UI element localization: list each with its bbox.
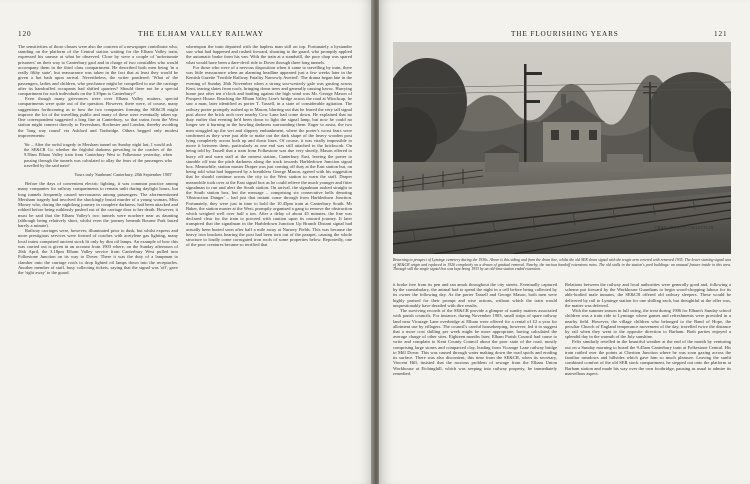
running-head: THE ELHAM VALLEY RAILWAY bbox=[138, 30, 264, 38]
text-column-2 bbox=[565, 282, 731, 472]
paragraph: it broke free from its pen and ran amok throughout the city streets. Eventually captured by the constabulary, the animal had to spend the night in a cell before being collected by its owner the following day. As the porter Tassell and George Mason, both men were highly praised for their prompt and wise actions, without which the train would unquestionably have derailed with dire results. bbox=[393, 282, 557, 308]
quote-signature: Yours truly 'Sunbeam' Canterbury, 28th September 1905' bbox=[74, 172, 172, 178]
block-quote: 'Sir – After the awful tragedy in Mersham tunnel on Sunday night last, I would ask the SE&CR Co. whether the frightful darkness prevailing in the coaches of the 9.58am Elham Valley train from Canterbury West to Folkestone yesterday, when passing through the tunnels was calculated to allay the fears of the passengers who travelled by the said train? bbox=[24, 141, 172, 168]
paragraph: whereupon the train departed with the hapless man still on top. Fortunately a bystander saw what had happened and rushed forward, shouting to the guard, who promptly applied the automatic brake from his van. With the train at a standstill, the poor chap was spared what would have been a dare-devil ride to Dover through three long tunnels. bbox=[186, 44, 352, 65]
text-column-2 bbox=[186, 44, 352, 469]
page-number: 121 bbox=[714, 30, 728, 38]
paragraph: Railway carriages were, however, illuminated prior to dusk, but whilst express and more prestigious services were formed of coaches with acetylene gas lighting, many local trains comprised ancient stock lit only by dim oil lamps. An example of how this was carried out is given in an account from 1903 where, on the Sunday afternoon of 26th April, the 3.18pm Elham Valley service from Canterbury West pulled into Folkestone Junction on its way to Dover. There it was the duty of a lampman to clamber onto the carriage roofs to drop lighted oil lamps down into the receptacles. Another member of staff, busy collecting tickets, saying that the signal was 'off', gave the 'right away' to the guard. bbox=[18, 228, 178, 275]
paragraph: The sensitivities of those classes were also the concern of a newspaper contributor who, standing on the platform of the Central station waiting for the Elham Valley train, expressed his unease at what he observed. Close by were a couple of 'unfortunate prisoners' on their way to Canterbury gaol and in charge of two constables who would accompany them in the third class compartment. He described both men being 'in a really filthy state', but reassurance was taken in the fact that at least they would be given a hot bath upon arrival. Nevertheless, the writer pondered: 'What of the passengers, ladies and children, who perchance might be compelled to use the carriage after its handcuffed occupants had shifted quarters? Should there not be a special compartment for such individuals on the 3.39pm to Canterbury?' bbox=[18, 44, 178, 96]
right-page bbox=[379, 0, 750, 484]
text-column-1 bbox=[18, 44, 178, 469]
photograph-image bbox=[393, 42, 731, 254]
paragraph: Even though many grievances were over Elham Valley matters, special compartments were quite out of the question. However, there were, of course, many suggestions forthcoming as to how the two companies forming the SE&CR might improve the lot of the travelling public and many of these were eventually taken up. One correspondent suggested a long line at Canterbury, so that trains from the West station might connect directly to Faversham, Rochester and London, thereby avoiding the 'long way round' via Ashford and Tonbridge. Others begged only modest improvements: bbox=[18, 96, 178, 138]
running-head: THE FLOURISHING YEARS bbox=[511, 30, 619, 38]
paragraph: For those who were of a nervous disposition when it came to travelling by train, there was little reassurance when an alarming headline appeared just a few weeks later in the Kentish Gazette 'Terrible Railway Fatality Narrowly Averted'. The drama began late in the evening of Sunday 26th November when a strong sou-westerly gale was gusting across Kent, tearing slates from roofs, bringing down trees and generally causing havoc. Hurrying home just after ten o'clock and battling against the high wind was Mr. George Mason of Prospect House. Reaching the Elham Valley Line's bridge across the road at Winchcap, he saw a man, later identified as porter T. Tassell, in a state of considerable agitation. The railway porter promptly rushed up to Mason, blurting out that he feared the very tall signal post above the brick arch over nearby Cow Lane had come down. He explained that no duty earlier that evening he'd been down to light the signal lamp, but now he could no longer see it burning in the howling darkness surrounding them. Eager to assist, the two men struggled up the wet and slippery embankment, where the porter's worst fears were confirmed as they were just able to make out the dark shape of the heavy wooden post lying completely across both up and down lines. Of course, it was vitally impossible to move it between them, particularly as one end was still attached to the brickwork. On being told by Tassell that a train from Folkestone was due very shortly, Mason offered to hurry off and warn staff at the nearest station, Canterbury East, leaving the porter to stumble off into the pitch darkness along the track towards Harbledown Junction signal box. Meanwhile, station master Draper was just coming off duty at the East station but, on being told what had happened by a breathless George Mason, agreed with his suggestion that he should continue across the city to the West station to warn the staff. Draper meanwhile took over at the East signal box as he could relieve the much younger and fitter signalman to run and alert the South station. On arrival, the signalman rushed straight to the South station box, but the message – comprising six consecutive bells denoting 'Obstruction Danger' – had just that instant come through from Harbledown Junction. Fortunately, they were just in time to hold the 10.45pm train at Canterbury South. Mr Baker, the station master at the West, promptly organised a gang to remove the obstruction which weighed well over half a ton. After a delay of about 45 minutes, the line was declared clear for the train to proceed with caution upon its onward journey. It later transpired that the signalman in the Harbledown Junction Up Branch Distant signal had actually been buried soon after half a mile away at Nursery Fields. This was because the heavy iron brackets bearing the post had been torn out of the parapet, causing the whole structure to loudly come corrugated iron roofs of some properties below. Reportedly, one of the poor creatures became so terrified that bbox=[186, 64, 352, 248]
paragraph: With the summer season in full swing, the treat during 1906 for Elham's Sunday school children was a train ride to Lyminge where games and refreshments were provided in a nearby field. However, the village children who belonged to the Band of Hope, the peculiar Church of England temperance movement of the day, travelled twice the distance by rail when they went to the opposite direction to Barham. Both parties enjoyed a splendid day in the warmth of the July sunshine. bbox=[565, 308, 731, 340]
left-page bbox=[0, 0, 373, 484]
paragraph: The surviving records of the SE&CR provide a glimpse of sundry matters associated with parish councils. For instance, during November 1903, small strips of spare railway land near Vicarage Lane overbridge at Elham were offered for a rental of £2 a year for allotment use by villagers. The council's careful housekeeping, however, led it to suggest that a more cost shilling per week might be more appropriate, having calculated the average charge of other sites. Eighteen months later, Elham Parish Council had cause to write and complain to Kent County Council about the poor state of the road, mostly comprising large stones and compacted clay, leading from Vicarage Lane railway bridge to Mill Down. This was caused through water making down the road spoils and eroding its surface. There was also discontent, this time from the SE&CR, when its secretary, Vincent Hill, insisted that the noxious problem of sewage from the Elham Union Workhouse at Etchinghill, which was seeping into railway property, be immediately remedied. bbox=[393, 308, 557, 376]
paragraph: Relations between the railway and local authorities were generally good and, following a scheme put forward by the Workhouse Guardians to begin wood-chopping labour for its able-bodied male inmates, the SE&CR offered old railway sleepers. These would be delivered by rail to Lyminge station for one shilling each, but thoughtful at the offer was, the matter was deferred. bbox=[565, 282, 731, 308]
paragraph: Before the days of convenient electric lighting, it was common practice among many companies for railway compartments to remain unlit during daylight hours, but long tunnels frequently caused nervousness among passengers. The aforementioned Mersham tragedy had involved the shockingly brutal murder of a young woman, Miss Money who, during the nightlong journey in complete darkness, had been attacked and robbed before being ruthlessly pushed out of the carriage door to her death. However, it must be said that the Elham Valley's two tunnels were nowhere near as daunting (although being relatively short, whilst even the journey beneath Bourne Park lasted barely a minute). bbox=[18, 181, 178, 228]
page-number: 120 bbox=[18, 30, 32, 38]
paragraph: Felix similarly revelled in the beautiful weather at the end of the month by venturing out on a Sunday morning to board the 9.45am Canterbury train at Folkestone Central. His train rattled over the points at Cheriton Junction where he was soon gazing across the familiar meadows and hillsides which gave him so much pleasure. Leaving the sunlit combined comfort of the old SER stock compartment, he stepped out onto the platform at Barham station and made his way over the own footbridge, pausing as usual to admire its marvellous aspect. bbox=[565, 339, 731, 376]
station-photograph bbox=[393, 42, 731, 254]
photo-caption: Returning to prospect of Lyminge cemetery during the 1930s. Above is this siding and from the down line, whilst the old SER down signal with the tragic arm covered with removed 1935. The lower starting signal was of SE&CR origin and replaced in 1926 completely on a drawn of gradual removal. Nearby, the various handoff extensions ruins. The old stalls in the station's yard buildings: an unusual feature inside in this area. Through still the single signal box was kept being 1933 by an old-time station ended extension. bbox=[393, 258, 731, 272]
photo-credit: CHRIS FRANCIS COLLECTION bbox=[655, 226, 714, 230]
text-column-1 bbox=[393, 282, 557, 472]
